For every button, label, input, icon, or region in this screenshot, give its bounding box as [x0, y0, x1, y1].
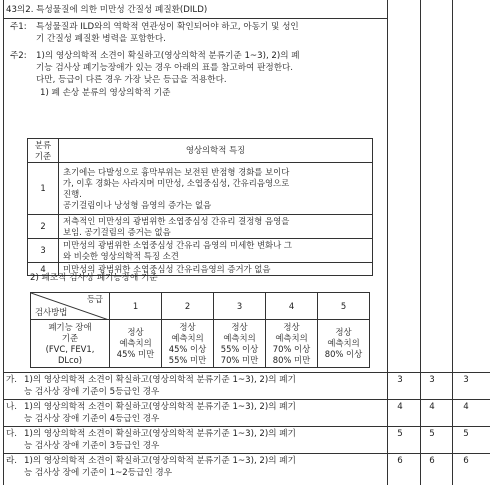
note2-label: 주2:	[10, 51, 27, 61]
header-feature: 영상의학적 특징	[59, 139, 373, 163]
grade-2-header: 2	[162, 293, 214, 320]
criteria-text-line: 1)의 영상의학적 소견이 확실하고(영상의학적 분류기준 1~3), 2)의 폐기	[24, 456, 296, 466]
criteria-text-line: 능 검사상 장에 기준이 1~2등급인 경우	[24, 468, 173, 478]
criteria-value: 3	[463, 375, 469, 385]
corner-bottom-label: 검사방법	[35, 307, 68, 317]
criteria-label: 다.	[6, 429, 18, 439]
grade-4-header: 4	[266, 293, 318, 320]
criteria-text-line: 1)의 영상의학적 소견이 확실하고(영상의학적 분류기준 1~3), 2)의 폐기	[24, 375, 296, 385]
criteria-value: 5	[429, 429, 435, 439]
lung-function-table	[30, 292, 370, 368]
grade-4-cell: 정상 예측치의 70% 이상 80% 미만	[266, 320, 318, 368]
grade-3-cell: 정상 예측치의 55% 이상 70% 미만	[214, 320, 266, 368]
section2-heading: 2) 폐조직 검사상 폐기능장애 기준	[30, 273, 158, 283]
feature-cell: 미만성의 광범위한 소엽중심성 간유리음영의 증거가 없음	[59, 263, 373, 276]
criteria-value: 5	[463, 429, 469, 439]
corner-top-label: 등급	[86, 294, 103, 304]
table-row	[28, 239, 373, 263]
criteria-rule	[3, 426, 490, 427]
criteria-rule	[3, 399, 490, 400]
criteria-text-line: 능 검사상 장애 기준이 4등급인 경우	[24, 414, 160, 424]
criteria-rule-top	[3, 372, 490, 373]
grade-header-row	[31, 293, 370, 320]
criteria-value: 3	[397, 375, 403, 385]
imaging-criteria-table	[27, 138, 373, 276]
grade-cell: 4	[28, 263, 59, 276]
feature-cell: 저측적인 미만성의 광범위한 소엽중심성 간유리 결정형 음영을 보임. 공기걸림의 증거는 없음	[59, 215, 373, 239]
title-rule	[3, 18, 387, 19]
feature-cell: 미만성의 광범위한 소엽중심성 간유리 음영의 미세한 변화나 그 와 비슷한 영상의학적 특징 소견	[59, 239, 373, 263]
criteria-value: 4	[429, 402, 435, 412]
criteria-value: 6	[429, 456, 435, 466]
criteria-text-line: 1)의 영상의학적 소견이 확실하고(영상의학적 분류기준 1~3), 2)의 폐기	[24, 402, 296, 412]
function-row	[31, 320, 370, 368]
grade-5-cell: 정상 예측치의 80% 이상	[318, 320, 370, 368]
note2-line3: 다만, 등급이 다른 경우 가장 낮은 등급을 적용한다.	[36, 75, 227, 85]
note1-label: 주1:	[10, 22, 27, 32]
feature-cell: 초기에는 다발성으로 흉막부위는 보전된 반점형 경화를 보이다 가, 이후 경화는 사라지며 미만성, 소엽중심성, 간유리음영으로 진행. 공기걸림이나 낭성형 음영의 증가는 없음	[59, 163, 373, 215]
criteria-label: 라.	[6, 456, 18, 466]
note2-line2: 기능 검사상 폐기능장애가 있는 경우 아래의 표를 참고하여 판정한다.	[36, 63, 294, 73]
grade-cell: 1	[28, 163, 59, 215]
criteria-rule	[3, 453, 490, 454]
criteria-text-line: 능 검사상 장애 기준이 5등급인 경우	[24, 387, 160, 397]
header-grade: 분류 기준	[28, 139, 59, 163]
grade-cell: 3	[28, 239, 59, 263]
grade-cell: 2	[28, 215, 59, 239]
table-row	[28, 215, 373, 239]
criteria-label: 나.	[6, 402, 18, 412]
criteria-value: 4	[397, 402, 403, 412]
section1-heading: 1) 폐 손상 분류의 영상의학적 기준	[40, 88, 171, 98]
corner-cell	[31, 293, 110, 320]
criteria-text-line: 능 검사상 장애 기준이 3등급인 경우	[24, 441, 160, 451]
left-border	[3, 0, 4, 485]
criteria-text-line: 1)의 영상의학적 소견이 확실하고(영상의학적 분류기준 1~3), 2)의 폐기	[24, 429, 296, 439]
section-title: 43의2. 특성물질에 의한 미만성 간질성 폐질환(DILD)	[6, 5, 208, 15]
criteria-value: 6	[397, 456, 403, 466]
grade-3-header: 3	[214, 293, 266, 320]
criteria-label: 가.	[6, 375, 18, 385]
grade-5-header: 5	[318, 293, 370, 320]
table-header-row	[28, 139, 373, 163]
note1-line2: 기 간질성 폐질환 병력을 포함한다.	[36, 34, 166, 44]
row-label: 폐기능 장애 기준 (FVC, FEV1, DLco)	[31, 320, 110, 368]
column-divider-1	[420, 0, 421, 485]
criteria-value: 6	[463, 456, 469, 466]
table-row	[28, 163, 373, 215]
grade-1-header: 1	[110, 293, 162, 320]
grade-2-cell: 정상 예측치의 45% 이상 55% 미만	[162, 320, 214, 368]
column-divider-2	[452, 0, 453, 485]
grade-1-cell: 정상 예측치의 45% 미만	[110, 320, 162, 368]
criteria-value: 4	[463, 402, 469, 412]
note1-line1: 특성물질과 ILD와의 역학적 연관성이 확인되어야 하고, 아동기 및 성인	[36, 22, 299, 32]
criteria-value: 5	[397, 429, 403, 439]
note2-line1: 1)의 영상의학적 소견이 확실하고(영상의학적 분류기준 1~3), 2)의 폐	[36, 51, 300, 61]
criteria-value: 3	[429, 375, 435, 385]
column-divider-main	[387, 0, 388, 485]
